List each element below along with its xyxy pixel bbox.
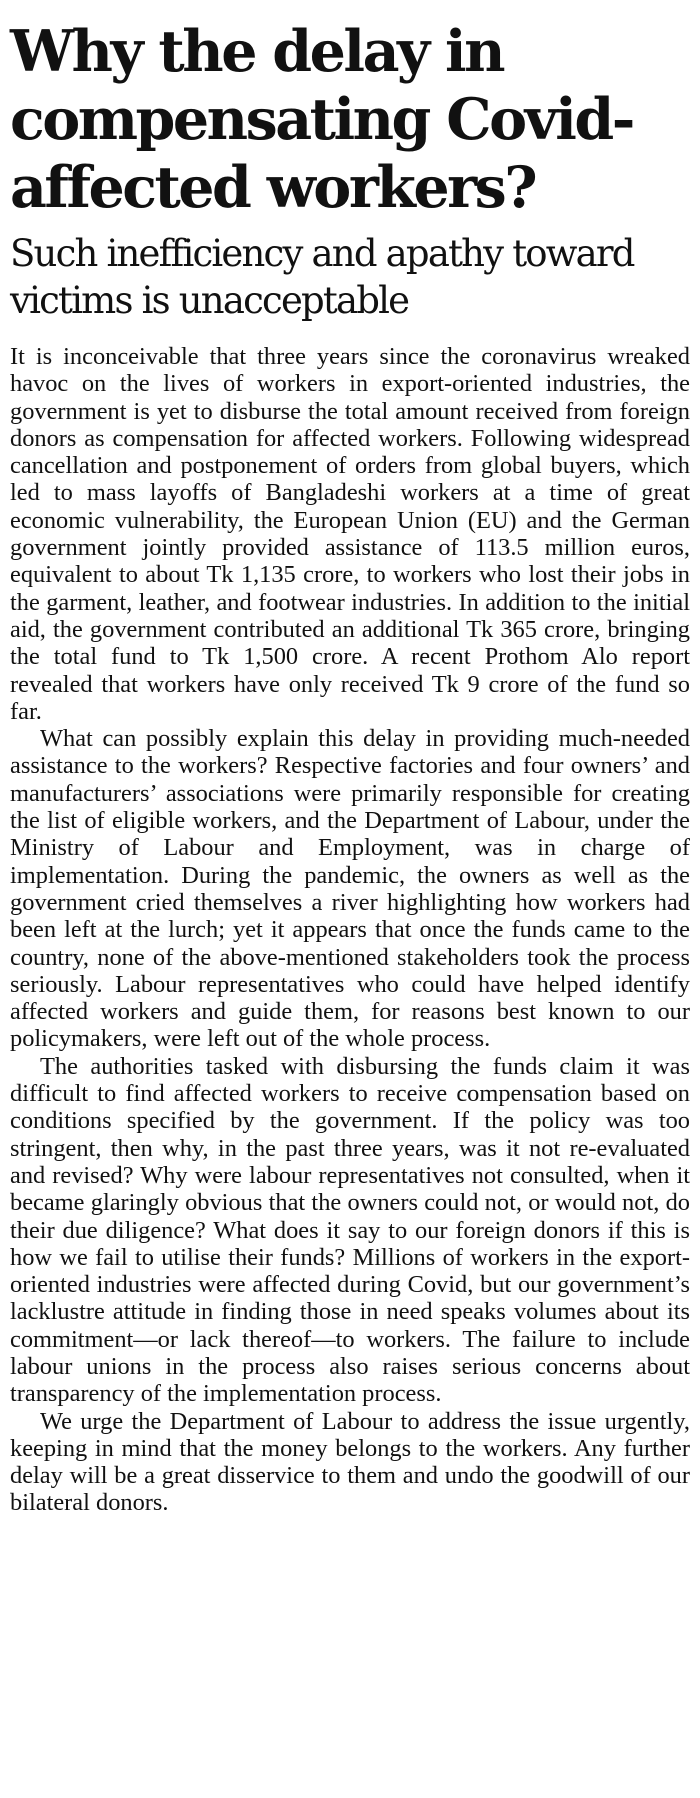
headline: Why the delay in compensating Covid-affected workers? <box>10 18 633 221</box>
article-body <box>10 343 690 1517</box>
body-paragraph: We urge the Department of Labour to address the issue urgently, keeping in mind that the money belongs to the workers. Any further delay will be a great disservice to them and undo the goodwill of our bilateral donors. <box>10 1407 690 1517</box>
subheadline: Such inefficiency and apathy toward victims is unacceptable <box>10 232 634 322</box>
body-paragraph: What can possibly explain this delay in providing much-needed assistance to the workers? Respective factories and four owners’ and manufacturers’ associations were primarily responsible for creating the list of eligible workers, and the Department of Labour, under the Ministry of Labour and Employment, was in charge of implementation. During the pandemic, the owners as well as the government cried themselves a river highlighting how workers had been left at the lurch; yet it appears that once the funds came to the country, none of the above-mentioned stakeholders took the process seriously. Labour representatives who could have helped identify affected workers and guide them, for reasons best known to our policymakers, were left out of the whole process. <box>10 725 690 1053</box>
body-paragraph: The authorities tasked with disbursing the funds claim it was difficult to find affected workers to receive compensation based on conditions specified by the government. If the policy was too stringent, then why, in the past three years, was it not re-evaluated and revised? Why were labour representatives not consulted, when it became glaringly obvious that the owners could not, or would not, do their due diligence? What does it say to our foreign donors if this is how we fail to utilise their funds? Millions of workers in the export-oriented industries were affected during Covid, but our government’s lacklustre attitude in finding those in need speaks volumes about its commitment—or lack thereof—to workers. The failure to include labour unions in the process also raises serious concerns about transparency of the implementation process. <box>10 1052 690 1408</box>
article <box>10 0 690 1517</box>
body-paragraph: It is inconceivable that three years since the coronavirus wreaked havoc on the lives of workers in export-oriented industries, the government is yet to disburse the total amount received from foreign donors as compensation for affected workers. Following widespread cancellation and postponement of orders from global buyers, which led to mass layoffs of Bangladeshi workers at a time of great economic vulnerability, the European Union (EU) and the German government jointly provided assistance of 113.5 million euros, equivalent to about Tk 1,135 crore, to workers who lost their jobs in the garment, leather, and footwear industries. In addition to the initial aid, the government contributed an additional Tk 365 crore, bringing the total fund to Tk 1,500 crore. A recent Prothom Alo report revealed that workers have only received Tk 9 crore of the fund so far. <box>10 343 690 725</box>
